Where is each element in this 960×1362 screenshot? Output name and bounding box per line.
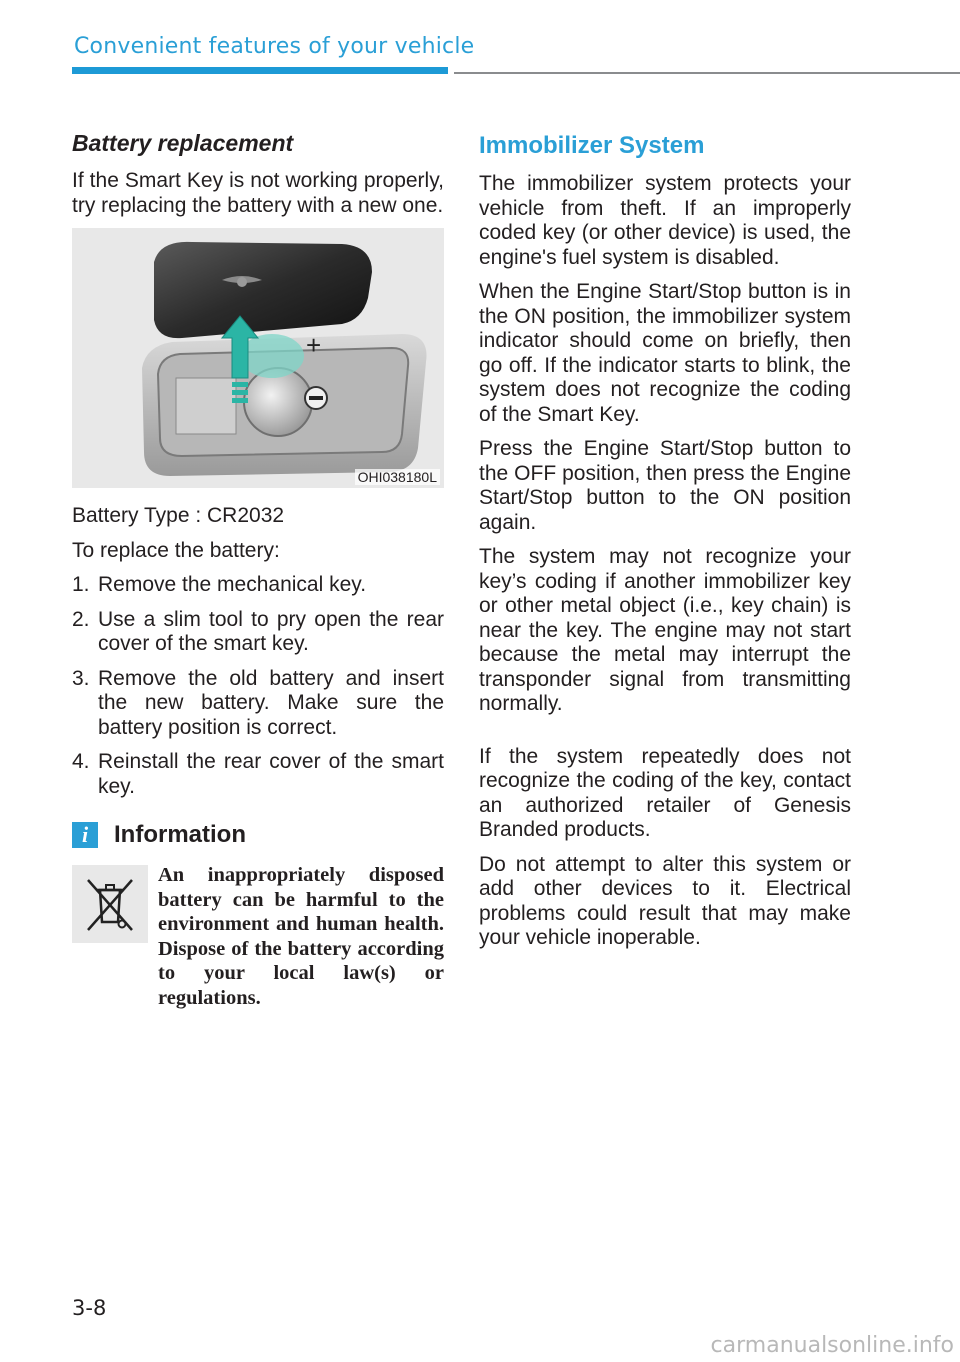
watermark: carmanualsonline.info (710, 1333, 954, 1358)
information-text: An inappropriately disposed battery can be harmful to the environment and human health. Dispose of the battery according to your local law(s) or regulations. (158, 864, 444, 1009)
immobilizer-paragraph: Press the Engine Start/Stop button to the OFF position, then press the Engine Start/Stop button to the ON position again. (479, 437, 851, 534)
battery-replacement-title: Battery replacement (72, 130, 294, 156)
info-icon: i (72, 822, 98, 848)
replacement-steps (72, 573, 444, 799)
replace-lead: To replace the battery: (72, 538, 280, 562)
battery-type: Battery Type : CR2032 (72, 504, 285, 527)
immobilizer-paragraph: The system may not recognize your key’s coding if another immobilizer key or other metal object (i.e., key chain) is near the key. The engine may not start because the metal may interrupt the transponder signal from transmitting normally. (479, 545, 851, 715)
immobilizer-paragraph: The immobilizer system protects your vehicle from theft. If an improperly coded key (or other device) is used, the engine's fuel system is disabled. (479, 172, 851, 269)
svg-text:+: + (306, 330, 322, 360)
step-item: 4. Reinstall the rear cover of the smart key. (72, 750, 444, 798)
immobilizer-paragraph: If the system repeatedly does not recognize the coding of the key, contact an authorized retailer of Genesis Branded products. (479, 744, 851, 841)
step-item: 1. Remove the mechanical key. (72, 573, 367, 596)
header-bar-blue (72, 67, 448, 74)
figure-code: OHI038180L (355, 469, 440, 485)
battery-intro: If the Smart Key is not working properly, try replacing the battery with a new one. (72, 169, 444, 217)
right-column (479, 128, 851, 961)
page-number: 3-8 (72, 1296, 107, 1320)
immobilizer-paragraph: When the Engine Start/Stop button is in the ON position, the immobilizer system indicator should come on briefly, then go off. If the indicator starts to blink, the system does not recognize the coding of the Smart Key. (479, 280, 851, 426)
information-title: Information (114, 821, 246, 848)
crossed-bin-icon (72, 865, 148, 943)
information-header (72, 821, 444, 849)
immobilizer-title: Immobilizer System (479, 132, 705, 159)
smart-key-illustration (72, 228, 444, 488)
immobilizer-paragraph: Do not attempt to alter this system or add other devices to it. Electrical problems could result that may make your vehicle inoperable. (479, 852, 851, 949)
step-item: 3. Remove the old battery and insert the new battery. Make sure the battery position is correct. (72, 666, 444, 739)
smart-key-battery-figure (72, 228, 444, 488)
information-body (72, 863, 444, 1010)
header-title: Convenient features of your vehicle (74, 34, 475, 59)
left-column (72, 128, 444, 1010)
header-rule (454, 72, 960, 74)
step-item: 2. Use a slim tool to pry open the rear cover of the smart key. (72, 607, 444, 655)
